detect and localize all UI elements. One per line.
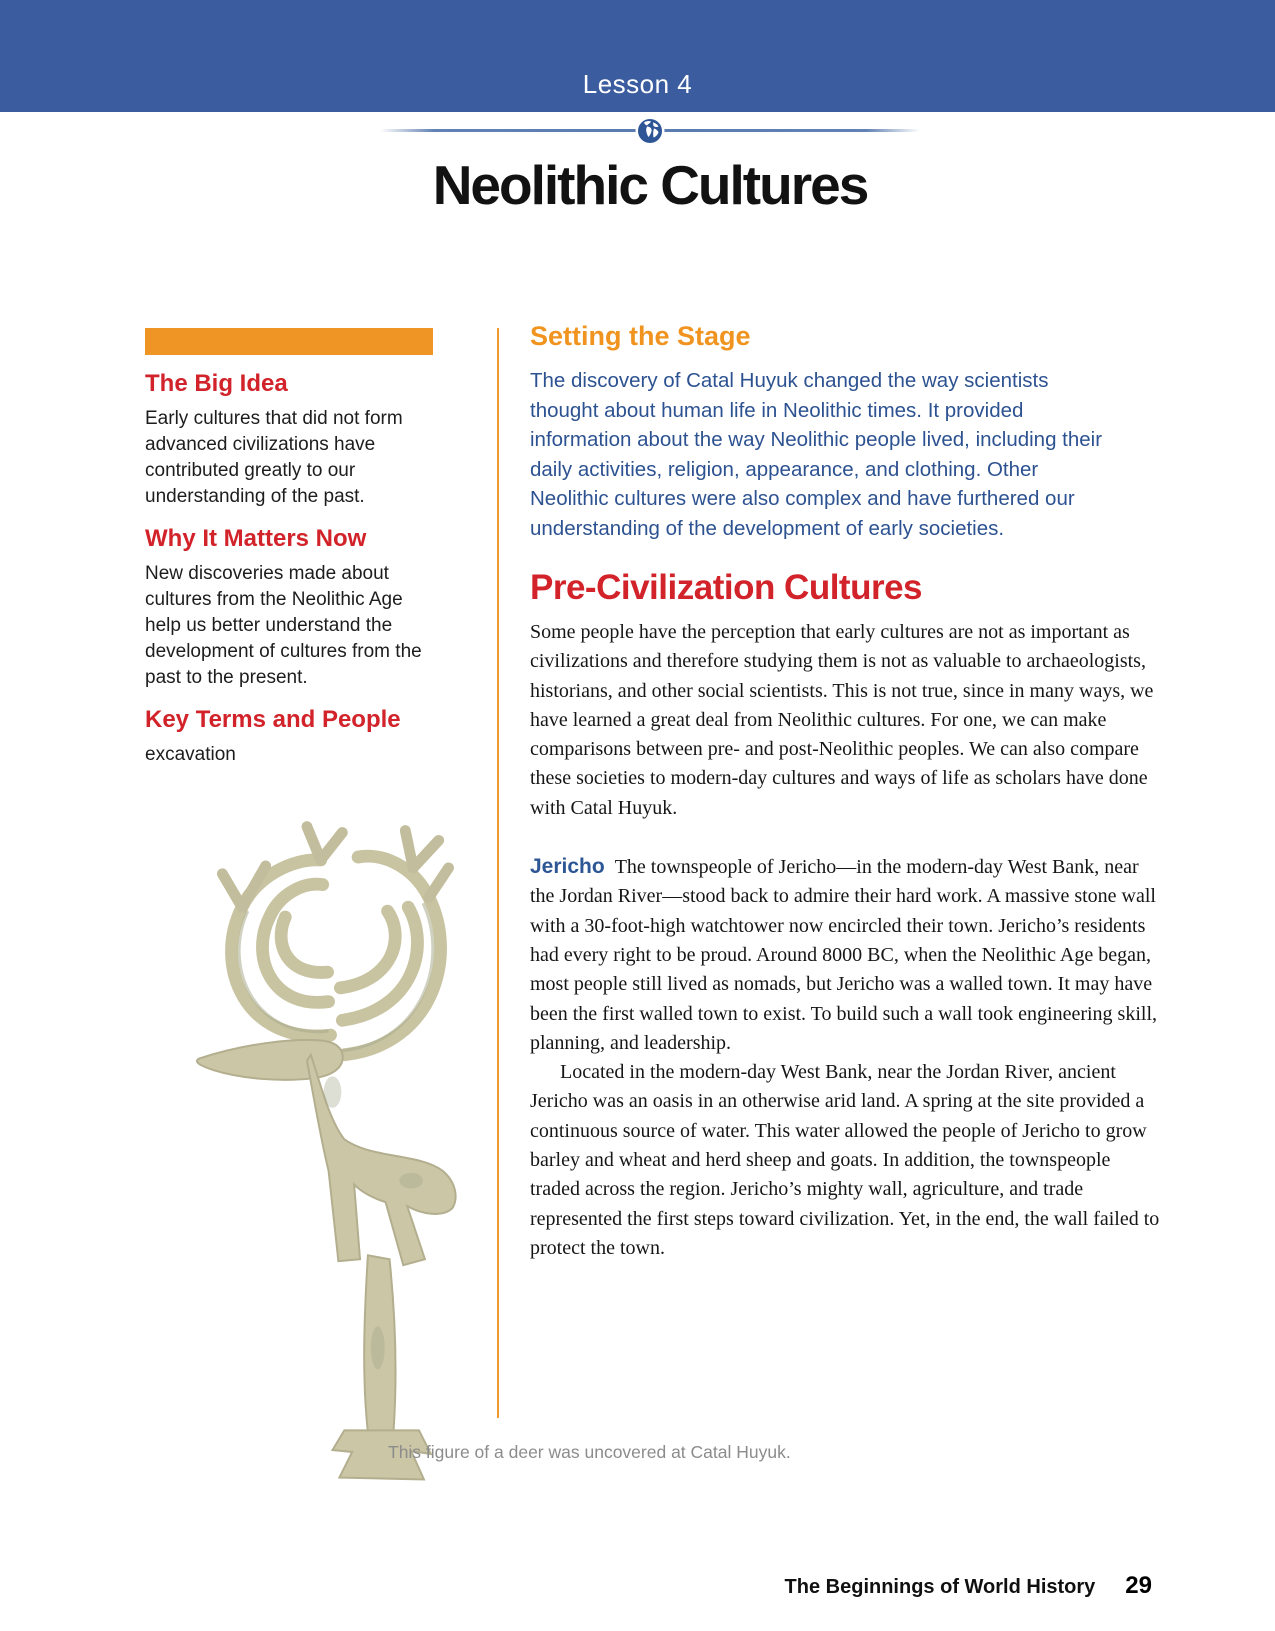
orange-accent-bar <box>145 328 433 355</box>
title-block <box>145 116 1155 216</box>
header-bar <box>0 0 1275 112</box>
pre-civilization-paragraph: Some people have the perception that early cultures are not as important as civilizations and therefore studying them is not as valuable to archaeologists, historians, and other social scientists. This is not true, since in many ways, we have learned a great deal from Neolithic cultures. For one, we can make comparisons between pre- and post-Neolithic peoples. We can also compare these societies to modern-day cultures and ways of life as scholars have done with Catal Huyuk. <box>530 621 1154 819</box>
sidebar-heading: The Big Idea <box>145 370 288 397</box>
main-column <box>530 320 1160 1263</box>
footer-page-number: 29 <box>1125 1572 1152 1599</box>
jericho-paragraph-1-text: The townspeople of Jericho—in the modern-day West Bank, near the Jordan River—stood back to admire their hard work. A massive stone wall with a 30-foot-high watchtower now encircled their town. Jericho’s residents had every right to be proud. Around 8000 BC, when the Neolithic Age began, most people still lived as nomads, but Jericho was a walled town. It may have been the first walled town to exist. To build such a wall took engineering skill, planning, and leadership. <box>530 856 1158 1054</box>
jericho-paragraph-2: Located in the modern-day West Bank, near the Jordan River, ancient Jericho was an oasis in an otherwise arid land. A spring at the site provided a continuous source of water. This water allowed the people of Jericho to grow barley and wheat and herd sheep and goats. In addition, the townspeople traded across the region. Jericho’s mighty wall, agriculture, and trade represented the first steps toward civilization. Yet, in the end, the wall failed to protect the town. <box>530 1061 1160 1259</box>
key-term-text: excavation <box>145 744 236 765</box>
sidebar-heading: Why It Matters Now <box>145 525 367 552</box>
sidebar-column <box>145 328 433 768</box>
deer-figurine-image <box>185 795 480 1517</box>
column-divider <box>497 328 499 1418</box>
figure-caption: This figure of a deer was uncovered at Catal Huyuk. <box>388 1442 791 1462</box>
sidebar-body-text: New discoveries made about cultures from the Neolithic Age help us better understand the development of cultures from the past to the present. <box>145 563 422 688</box>
setting-the-stage-heading: Setting the Stage <box>530 321 751 351</box>
setting-the-stage-paragraph: The discovery of Catal Huyuk changed the way scientists thought about human life in Neolithic times. It provided information about the way Neolithic people lived, including their daily activities, religion, appearance, and clothing. Other Neolithic cultures were also complex and have furthered our understanding of the development of early societies. <box>530 369 1103 540</box>
lesson-label: Lesson 4 <box>582 69 693 99</box>
page-title: Neolithic Cultures <box>432 154 868 216</box>
sidebar-section-big-idea <box>145 370 433 510</box>
pre-civilization-heading: Pre-Civilization Cultures <box>530 568 923 607</box>
jericho-lead-label: Jericho <box>530 855 605 879</box>
sidebar-section-key-terms <box>145 706 433 768</box>
sidebar-body-text: Early cultures that did not form advanced civilizations have contributed greatly to our understanding of the past. <box>145 408 403 507</box>
sidebar-section-why-it-matters <box>145 525 433 691</box>
globe-icon <box>635 116 665 146</box>
sidebar-heading: Key Terms and People <box>145 706 401 733</box>
page-footer <box>785 1572 1152 1600</box>
jericho-paragraph-1 <box>530 852 1160 1058</box>
decorative-rule <box>380 116 920 146</box>
footer-book-title: The Beginnings of World History <box>784 1576 1096 1598</box>
